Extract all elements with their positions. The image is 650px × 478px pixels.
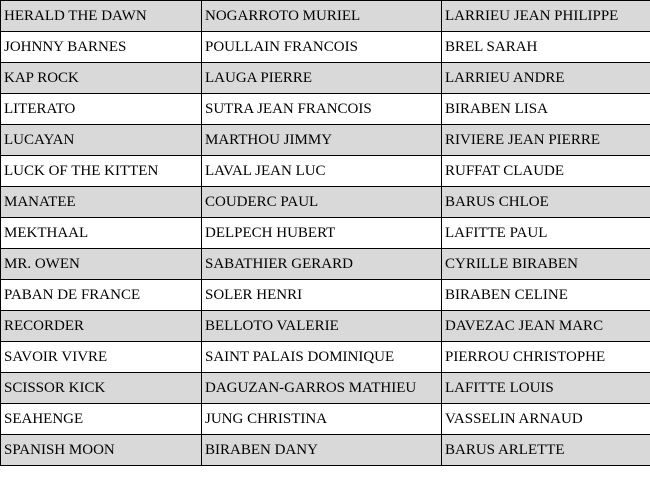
person-a-cell: SABATHIER GERARD	[202, 249, 442, 280]
table-row	[1, 32, 650, 63]
horse-name-cell: LUCK OF THE KITTEN	[1, 156, 202, 187]
person-a-cell: SAINT PALAIS DOMINIQUE	[202, 342, 442, 373]
roster-table-body	[1, 1, 650, 466]
table-row	[1, 373, 650, 404]
table-row	[1, 125, 650, 156]
horse-name-cell: SPANISH MOON	[1, 435, 202, 466]
horse-name-cell: RECORDER	[1, 311, 202, 342]
person-a-cell: SOLER HENRI	[202, 280, 442, 311]
person-b-cell: BIRABEN LISA	[442, 94, 650, 125]
person-b-cell: RIVIERE JEAN PIERRE	[442, 125, 650, 156]
person-a-cell: SUTRA JEAN FRANCOIS	[202, 94, 442, 125]
person-a-cell: JUNG CHRISTINA	[202, 404, 442, 435]
table-row	[1, 187, 650, 218]
table-row	[1, 311, 650, 342]
table-row	[1, 218, 650, 249]
person-b-cell: BREL SARAH	[442, 32, 650, 63]
table-row	[1, 1, 650, 32]
person-b-cell: CYRILLE BIRABEN	[442, 249, 650, 280]
table-row	[1, 156, 650, 187]
horse-name-cell: MEKTHAAL	[1, 218, 202, 249]
horse-name-cell: SEAHENGE	[1, 404, 202, 435]
person-a-cell: POULLAIN FRANCOIS	[202, 32, 442, 63]
person-b-cell: LARRIEU ANDRE	[442, 63, 650, 94]
horse-name-cell: SAVOIR VIVRE	[1, 342, 202, 373]
person-b-cell: LAFITTE PAUL	[442, 218, 650, 249]
person-a-cell: NOGARROTO MURIEL	[202, 1, 442, 32]
person-b-cell: LARRIEU JEAN PHILIPPE	[442, 1, 650, 32]
horse-name-cell: PABAN DE FRANCE	[1, 280, 202, 311]
table-row	[1, 280, 650, 311]
person-b-cell: PIERROU CHRISTOPHE	[442, 342, 650, 373]
person-a-cell: DAGUZAN-GARROS MATHIEU	[202, 373, 442, 404]
horse-name-cell: MANATEE	[1, 187, 202, 218]
horse-name-cell: LITERATO	[1, 94, 202, 125]
person-a-cell: LAVAL JEAN LUC	[202, 156, 442, 187]
horse-name-cell: KAP ROCK	[1, 63, 202, 94]
table-row	[1, 63, 650, 94]
horse-name-cell: HERALD THE DAWN	[1, 1, 202, 32]
person-a-cell: MARTHOU JIMMY	[202, 125, 442, 156]
table-row	[1, 342, 650, 373]
person-a-cell: BIRABEN DANY	[202, 435, 442, 466]
person-b-cell: BIRABEN CELINE	[442, 280, 650, 311]
table-row	[1, 94, 650, 125]
person-b-cell: LAFITTE LOUIS	[442, 373, 650, 404]
person-a-cell: DELPECH HUBERT	[202, 218, 442, 249]
table-row	[1, 404, 650, 435]
person-a-cell: LAUGA PIERRE	[202, 63, 442, 94]
person-b-cell: BARUS ARLETTE	[442, 435, 650, 466]
table-row	[1, 435, 650, 466]
person-b-cell: BARUS CHLOE	[442, 187, 650, 218]
person-a-cell: BELLOTO VALERIE	[202, 311, 442, 342]
horse-name-cell: JOHNNY BARNES	[1, 32, 202, 63]
horse-name-cell: MR. OWEN	[1, 249, 202, 280]
table-row	[1, 249, 650, 280]
horse-name-cell: SCISSOR KICK	[1, 373, 202, 404]
horse-name-cell: LUCAYAN	[1, 125, 202, 156]
person-b-cell: DAVEZAC JEAN MARC	[442, 311, 650, 342]
person-b-cell: VASSELIN ARNAUD	[442, 404, 650, 435]
person-a-cell: COUDERC PAUL	[202, 187, 442, 218]
person-b-cell: RUFFAT CLAUDE	[442, 156, 650, 187]
